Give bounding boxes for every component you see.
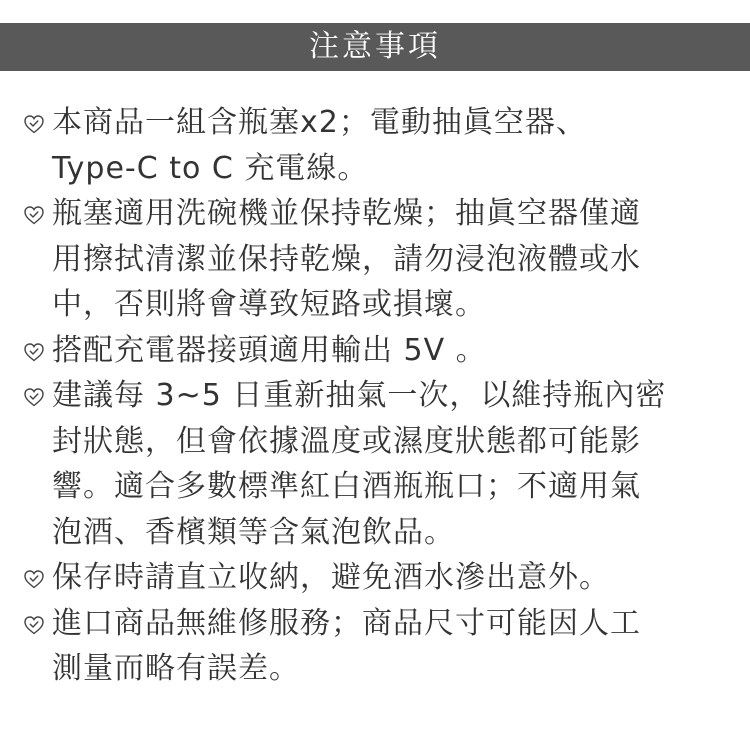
heart-check-icon	[23, 568, 45, 590]
note-line: 進口商品無維修服務；商品尺寸可能因人工	[52, 605, 641, 641]
header-bar	[0, 23, 750, 71]
heart-check-icon	[23, 204, 45, 226]
heart-check-icon	[23, 113, 45, 135]
note-item	[0, 100, 750, 191]
note-item	[0, 555, 750, 601]
note-item	[0, 328, 750, 374]
note-line: 本商品一組含瓶塞x2；電動抽眞空器、	[52, 105, 587, 140]
note-line: 建議每 3~5 日重新抽氣一次，以維持瓶內密	[52, 378, 667, 413]
note-line: 測量而略有誤差。	[52, 651, 300, 686]
note-line: 搭配充電器接頭適用輸出 5V 。	[52, 332, 487, 368]
page-title: 注意事項	[309, 29, 441, 64]
note-item	[0, 601, 750, 692]
note-line: Type-C to C 充電線。	[52, 150, 369, 186]
note-item	[0, 191, 750, 328]
note-line: 瓶塞適用洗碗機並保持乾燥；抽眞空器僅適	[52, 196, 641, 231]
heart-check-icon	[23, 386, 45, 408]
note-line: 泡酒、香檳類等含氣泡飲品。	[52, 514, 455, 550]
note-line: 保存時請直立收納，避免酒水滲出意外。	[52, 560, 610, 595]
note-line: 響。適合多數標準紅白酒瓶瓶口；不適用氣	[52, 469, 641, 504]
note-line: 用擦拭清潔並保持乾燥，請勿浸泡液體或水	[52, 241, 641, 277]
note-item	[0, 373, 750, 555]
heart-check-icon	[23, 614, 45, 636]
note-line: 封狀態，但會依據溫度或濕度狀態都可能影	[52, 423, 641, 459]
heart-check-icon	[23, 341, 45, 363]
notes-list	[0, 100, 750, 692]
note-line: 中，否則將會導致短路或損壞。	[52, 287, 486, 322]
